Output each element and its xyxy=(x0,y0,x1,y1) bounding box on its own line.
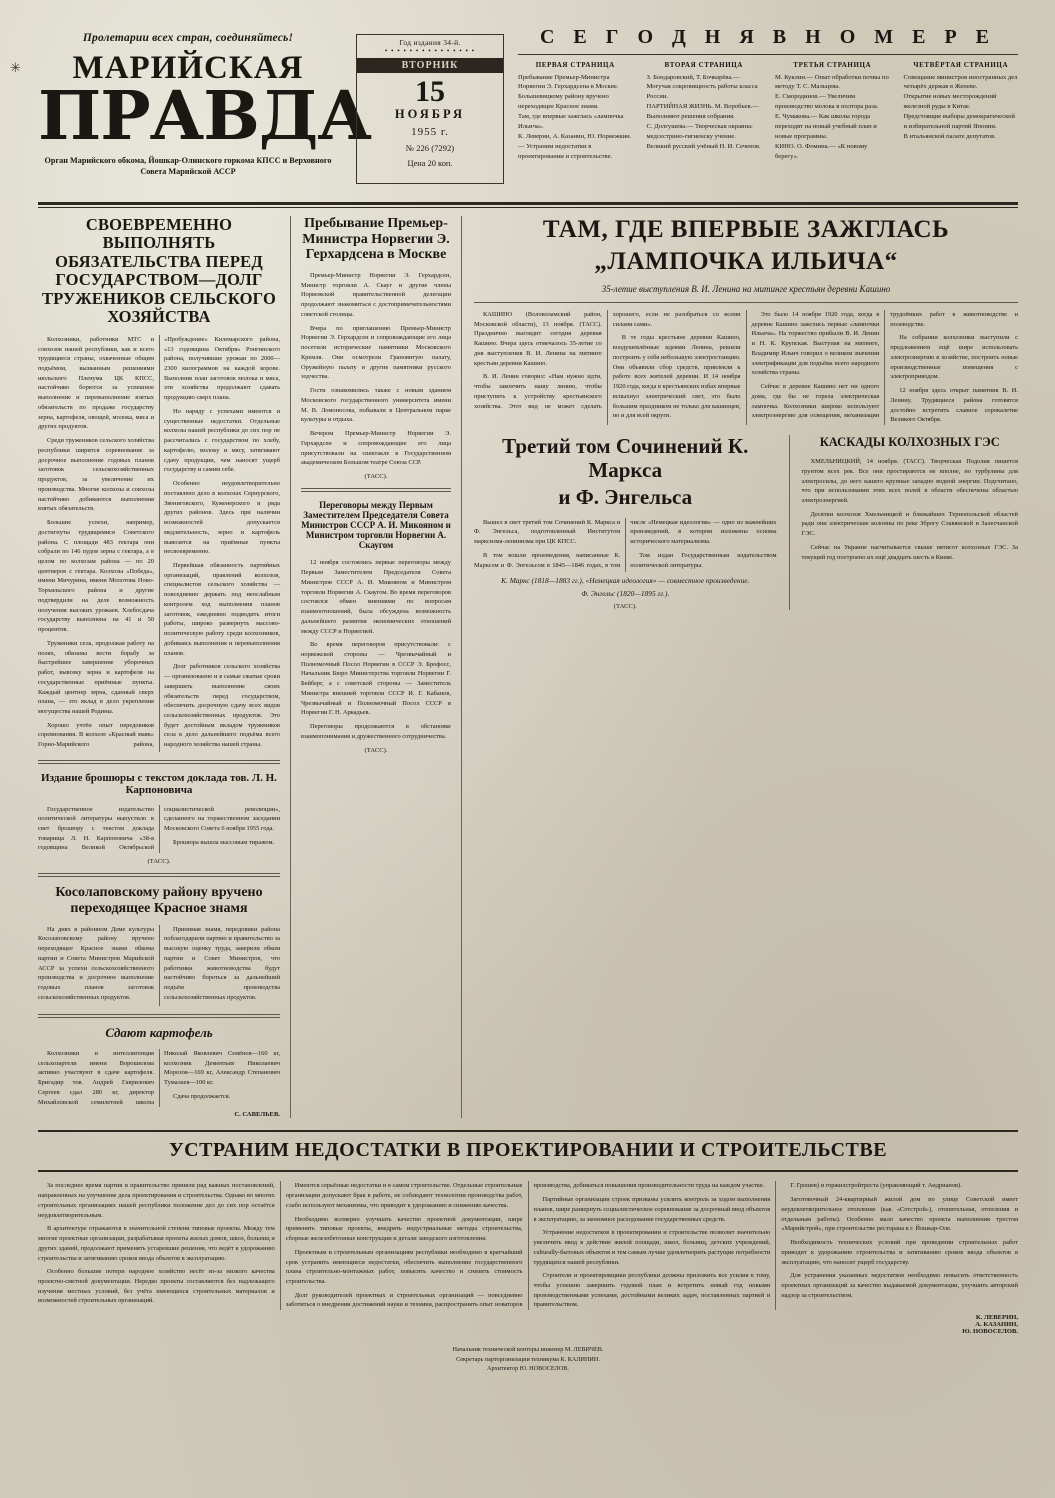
colophon-line: Начальник технической конторы инженер М. ЛЕВИЧЕВ. xyxy=(452,1346,604,1354)
signer: А. КАЗАНИН, xyxy=(975,1321,1018,1329)
paragraph: Необходимо всемерно улучшать качество проектной документации, шире применять типовые проекты, внедрять индустриальные методы строительства, сборные железобетонные конструкции и детали заводского изготовления. xyxy=(285,1215,523,1243)
paragraph: Особенно большие потери народное хозяйство несёт из-за низкого качества проектно-сметной документации. Нередко проекты составляются без надлежащего изучения местных условий, без учёта имеющихся строительных материалов и возможностей строительных организаций. xyxy=(38,1268,275,1305)
paragraph: 12 ноября состоялись первые переговоры между Первым Заместителем Председателя Совета Министров СССР А. И. Микояном и Министром торговли Норвегии А. Скаугом. Во время переговоров состоялся обмен мнениями по вопросам взаимоотношений, была обсуждена возможность дальнейшего развития экономических отношений между СССР и Норвегией. xyxy=(301,559,451,635)
today-item: К. Леверин, А. Казанин, Ю. Норвежкин.— Устраним недостатки в проектировании и строительстве. xyxy=(518,132,632,160)
paragraph: Том издан Государственным издательством политической литературы. xyxy=(630,551,777,569)
norway-visit-source: (ТАСС). xyxy=(364,472,388,480)
today-item: Е. Чумакова.— Как школы города переходят на новый учебный план и новые программы. xyxy=(775,113,877,140)
paragraph: В те годы крестьяне деревни Кашино, воодушевлённые идеями Ленина, решили построить у себя небольшую электростанцию. Они объявили сбор средств, привлекли к работе всех жителей деревни. И 14 ноября 1920 года, когда в крестьянских избах впервые вспыхнул электрический свет, это было большим праздником не только для кашинцев, но и для всей округи. xyxy=(612,334,741,420)
article-headline-potato: Сдают картофель xyxy=(105,1025,213,1041)
talks-source: (ТАСС). xyxy=(364,746,388,754)
today-in-issue xyxy=(518,26,1018,162)
today-item: Пребывание Премьер-Министра Норвегии Э. Герхардсена в Москве. xyxy=(518,73,619,91)
issue-day: 15 xyxy=(415,74,445,108)
paragraph: Особенно неудовлетворительно поставлено дело в колхозах Сернурского, Звениговского, Куженерского и ряда других районов. Здесь при наличии возможностей допускается медлительность, зерно и картофель вывозятся на приёмные пункты несвоевременно. xyxy=(164,480,280,556)
paragraph: В. И. Ленин говорил: «Нам нужно идти, чтобы закончить нашу линию, чтобы приступить к устройству крестьянского хозяйства. Этот вид не может сделать хорошего, если не разобраться со всеми силами сами». xyxy=(474,311,741,410)
masthead xyxy=(38,26,1018,194)
paragraph: Переговоры продолжаются в обстановке взаимопонимания и дружественного сотрудничества. xyxy=(301,723,451,740)
bottom-signers xyxy=(38,1314,1018,1335)
paragraph: Имеются серьёзные недостатки и в самом строительстве. Отдельные строительные организации допускают брак в работе, не соблюдают технологии производства работ, слабо используют механизмы, что приводит к удорожанию и снижению качества. xyxy=(285,1182,523,1209)
signer: Ю. НОВОСЕЛОВ. xyxy=(962,1328,1018,1336)
today-column-head: ВТОРАЯ СТРАНИЦА xyxy=(664,61,743,69)
paragraph: Десятки колхозов Хмельницкой и ближайших Тернопольской областей ради они электрические колонны по реке Зброгу Славянской и Залесчанской ГЭС. xyxy=(801,510,1018,538)
article-headline-hydro: КАСКАДЫ КОЛХОЗНЫХ ГЭС xyxy=(819,435,1000,450)
colophon xyxy=(38,1345,1018,1373)
today-columns xyxy=(518,60,1018,162)
divider-4 xyxy=(301,488,451,492)
slogan: Пролетарии всех стран, соединяйтесь! xyxy=(82,32,294,44)
bottom-banner-headline: УСТРАНИМ НЕДОСТАТКИ В ПРОЕКТИРОВАНИИ И СТРОИТЕЛЬСТВЕ xyxy=(38,1130,1018,1172)
today-item: ПАРТИЙНАЯ ЖИЗНЬ. М. Воробьев.— Выполняют решения собрания. xyxy=(646,103,759,121)
today-column-head: ЧЕТВЁРТАЯ СТРАНИЦА xyxy=(913,61,1009,69)
colophon-line: Секретарь парторганизации техникума К. КАЛИНИН. xyxy=(456,1355,600,1363)
paper-title-line1: МАРИЙСКАЯ xyxy=(72,50,304,86)
paragraph: Премьер-Министр Норвегии Э. Герхардсен, Министр торговли А. Скауг и другие члены Норвежской правительственной делегации продолжают знакомиться с достопримечательностями советской столицы. xyxy=(301,272,451,318)
today-item: Совещание министров иностранных дел четырёх держав в Женеве. xyxy=(903,73,1018,91)
article-body-marx xyxy=(474,518,777,573)
paragraph: КАШИНО (Волоколамский район, Московской области), 13 ноября. (ТАСС). Празднично выглядит сегодня деревня Кашино. Вчера здесь отмечалось 35-летие со дня выступления В. И. Ленина на митинге крестьян деревни Кашино. xyxy=(474,311,602,367)
article-body-brochure xyxy=(38,805,280,854)
paragraph: Брошюра вышла массовым тиражом. xyxy=(173,838,275,846)
masthead-title-block xyxy=(38,26,371,177)
masthead-rule-thin xyxy=(38,207,1018,208)
paragraph: Долг работников сельского хозяйства — организованно и в самые сжатые сроки завершить выполнение своих обязательств перед государством, обеспечить досрочную сдачу всех видов сельскохозяйственных продуктов. Это будет достойным вкладом тружеников села в дело дальнейшего подъёма всего народного хозяйства нашей страны. xyxy=(164,663,280,749)
paper-title-line2: ПРАВДА xyxy=(38,76,371,155)
paragraph: На днях в районном Доме культуры Косолаповскому району вручено переходящее Красное знамя обкома партии и Совета Министров Марийской АССР за успехи сельскохозяйственного производства и досрочное выполнение годовых планов заготовок сельскохозяйственных продуктов. xyxy=(38,925,154,1001)
paragraph: Проектным и строительным организациям республики необходимо в кратчайший срок устранить имеющиеся недостатки, обеспечить выполнение государственного плана строительно-монтажных работ, повысить качество и снизить стоимость строительства. xyxy=(285,1248,523,1285)
paragraph: Принимая знамя, передовики района поблагодарили партию и правительство за высокую оценку труда, заверили обком партии и Совет Министров, что работники животноводства будут настойчиво бороться за дальнейший подъём производства сельскохозяйственных продуктов. xyxy=(164,925,280,1001)
paragraph: Колхозники и интеллигенция сельхозартели имени Ворошилова активно участвуют в сдаче картофеля. Бригадир тов. Андрей Гаврилович Сергеев сдал 280 кг, директор Михайловской семилетней школы Николай Яковлевич Семёнов—160 кг, колхозник Дементьев Николаевич Морозов—169 кг, Александр Степанович Тумалаев—100 кг. xyxy=(38,1049,280,1106)
paragraph: Партийные организации строек призваны усилить контроль за ходом выполнения планов, шире развернуть социалистическое соревнование за досрочный ввод объектов в эксплуатацию, за экономное расходование государственных средств. xyxy=(533,1196,771,1223)
signer: К. ЛЕВЕРИН, xyxy=(975,1314,1018,1322)
article-headline-marx-l2: и Ф. Энгельса xyxy=(558,485,693,510)
article-headline-brochure: Издание брошюры с текстом доклада тов. Л. Н. Карпоновича xyxy=(41,771,277,797)
decorative-star: ✳ xyxy=(10,60,21,75)
paragraph: Во время переговоров присутствовали: с норвежской стороны — Чрезвычайный и Полномочный Посол Норвегии в СССР Э. Брофосс, Начальник Бюро Министерства торговли Норвегии Г. Бейберг, а с советской стороны — Заместитель Министра внешней торговли СССР И. Г. Кабанов, Чрезвычайный и Полномочный Посол СССР в Норвегии Г. Н. Аркадьев. xyxy=(301,641,451,717)
issue-info-box xyxy=(356,34,504,184)
issue-dots: • • • • • • • • • • • • • • • xyxy=(384,47,476,55)
paragraph: Вечером Премьер-Министр Норвегии Э. Герхардсен и сопровождающие его лица присутствовали на спектакле в Государственном академическом Большом театре Союза ССР. xyxy=(301,430,451,467)
paragraph: За последнее время партия и правительство приняли ряд важных постановлений, направленных на улучшение дела проектирования и строительства. Однако во многих строительных организациях нашей республики положение дел до сих пор остаётся неудовлетворительным. xyxy=(38,1182,275,1219)
article-headline-obligations: СВОЕВРЕМЕННО ВЫПОЛНЯТЬ ОБЯЗАТЕЛЬСТВА ПЕРЕД ГОСУДАРСТВОМ—ДОЛГ ТРУЖЕНИКОВ СЕЛЬСКОГО ХОЗЯЙСТВА xyxy=(41,215,276,327)
divider xyxy=(38,760,280,764)
today-column-head: ПЕРВАЯ СТРАНИЦА xyxy=(535,61,615,69)
paragraph: Труженики села, продолжая работу на полях, обязаны вести борьбу за быстрейшее завершение уборочных работ, вывозку зерна и картофеля на государственные приёмные пункты. Каждый центнер зерна, сданный сверх плана, — это вклад в дело укрепления могущества нашей Родины. xyxy=(38,639,154,715)
marx-note-1: К. Маркс (1818—1883 гг.), «Немецкая идеология» — совместное произведение. xyxy=(501,576,750,586)
paragraph: Это было 14 ноября 1920 года, когда в деревне Кашино зажглись первые «лампочки Ильича». На торжество прибыли В. И. Ленин и Н. К. Крупская. Выступая на митинге, Владимир Ильич говорил о великом значении электрификации для подъёма всего народного хозяйства страны. xyxy=(751,311,880,377)
today-column-head: ТРЕТЬЯ СТРАНИЦА xyxy=(793,61,872,69)
lenin-lamp-subhead: 35-летие выступления В. И. Ленина на митинге крестьян деревни Кашино xyxy=(601,284,891,294)
today-column xyxy=(518,60,633,162)
today-item: Великий русский учёный Н. И. Сеченов. xyxy=(646,142,761,150)
paragraph: В архитектуре отражаются в значительной степени типовые проекты. Между тем многие проектные организации, разрабатывая проекты жилых домов, школ, больниц и других зданий, продолжают применять устаревшие решения, что ведёт к удорожанию строительства и затягиванию сроков ввода объектов в эксплуатацию. xyxy=(38,1225,275,1262)
paragraph: Среди тружеников сельского хозяйства республики ширится соревнование за досрочное выполнение годовых планов заготовок сельскохозяйственных продуктов, за увеличение их производства. Многие колхозы и совхозы настойчиво добиваются выполнения взятых обязательств. xyxy=(38,437,154,513)
paragraph: 12 ноября здесь открыт памятник В. И. Ленину. Трудящиеся района готовятся достойно встретить славное сорокалетие Великого Октября. xyxy=(890,387,1018,424)
today-item: М. Куклин.— Опыт обработки почвы по методу Т. С. Мальцева. xyxy=(775,73,889,91)
today-item: Большевицкому району вручено переходящее Красное знамя. xyxy=(518,93,609,111)
paragraph: Гости ознакомились также с новым зданием Московского государственного университета имени М. В. Ломоносова, побывали в Центральном парке культуры и отдыха. xyxy=(301,387,451,424)
paragraph: Первейшая обязанность партийных организаций, правлений колхозов, специалистов сельского хозяйства — повседневно держать под неослабным контролем ход выполнения планов заготовок, ежедневно подводить итоги работы, широко развернуть массово-политическую работу среди колхозников, добиваясь выполнения и перевыполнения планов. xyxy=(164,561,280,657)
paragraph: ХМЕЛЬНИЦКИЙ, 14 ноября. (ТАСС). Творческая Подолия пишется грунтом всех рек. Все они простираются не вполне, но турбулины для электросилы, до него кашего крупные западно водной энергии. Подсчитано, что при использовании этих всех полей в области обеспечены областью электроэнергией. xyxy=(801,458,1018,505)
paragraph: На собрании колхозники выступили с предложением ещё шире использовать электроэнергию в хозяйстве, построить новые производственные помещения с электроприводом. xyxy=(890,334,1018,381)
article-body-norway-visit xyxy=(301,271,451,468)
article-body-redbanner xyxy=(38,925,280,1007)
paragraph: Сдача продолжается. xyxy=(173,1092,231,1100)
paragraph: Долг руководителей проектных и строительных организаций — повседневно заботиться о внедрении достижений науки и техники, распространять опыт новаторов производства, добиваться повышения производительности труда на каждом участке. xyxy=(285,1182,765,1309)
today-item: КИНО. О. Фомина.— «К новому берегу». xyxy=(775,142,868,160)
issue-month: НОЯБРЯ xyxy=(394,107,466,122)
today-item: Там, где впервые зажглась «лампочка Ильича». xyxy=(518,113,624,130)
potato-signature: С. САВЕЛЬЕВ. xyxy=(234,1111,280,1119)
paragraph: Устранение недостатков в проектировании и строительстве позволит значительно увеличить ввод в действие жилой площади, школ, больниц, детских учреждений, culturally-бытовых объектов и тем самым лучше удовлетворить растущие потребности трудящихся нашей республики. xyxy=(533,1229,771,1266)
today-column xyxy=(904,60,1019,162)
article-body-lenin-lamp xyxy=(474,310,1018,425)
today-item: Предстоящие выборы демократической и избирательной партий Японии. xyxy=(903,113,1015,130)
issue-year: 1955 г. xyxy=(411,126,449,139)
column-three xyxy=(462,216,1018,1118)
divider-2 xyxy=(38,873,280,877)
article-headline-talks: Переговоры между Первым Заместителем Председателя Совета Министров СССР А. И. Микояном и Министром торговли Норвегии А. Скаугом xyxy=(301,499,451,551)
paragraph: Заготовочный 24-квартирный жилой дом по улице Советской имеет неудовлетворительное отопление (как «Сотстрой»), отопительная, отопления и отдельным работы). Особенно мало качество проекта выполнения трестом «Марийстрой», при строительстве ресторана в г. Йошкар-Оле. xyxy=(781,1196,1018,1233)
colophon-line: Архитектор Ю. НОВОСЕЛОВ. xyxy=(487,1364,569,1372)
issue-year-label: Год издания 34-й. xyxy=(399,38,461,47)
issue-price: Цена 20 коп. xyxy=(407,159,453,169)
paragraph: Вчера по приглашению Премьер-Министр Норвегии Э. Герхардсен и сопровождающие его лица посетили исторические памятники Московского Кремля. Они осмотрели Грановитую палату, Оружейную палату и другие памятники русского зодчества. xyxy=(301,324,451,381)
today-column xyxy=(647,60,762,162)
divider-5 xyxy=(474,302,1018,303)
paragraph: Хорошо учтён опыт передовиков соревнования. В колхозе «Красный маяк» Горно-Марийского района, «Пробуждение» Килемарского района, «13 годовщина Октября» Ронгинского района, получившие урожаи по 2000—2300 килограммов на каждой корове. Выполнив план заготовок молока и мяса, эти хозяйства продолжают сдавать продукцию сверх плана. xyxy=(38,335,280,749)
main-columns xyxy=(38,216,1018,1118)
article-body-hydro xyxy=(802,457,1018,562)
marx-source: (ТАСС). xyxy=(613,603,637,611)
bottom-article-body xyxy=(38,1181,1018,1310)
paragraph: Строители и проектировщики республики должны приложить все усилия к тому, чтобы успешно завершить годовой план и встретить новый год новыми производственными успехами, достойными великих задач, поставленных партией и правительством. xyxy=(533,1272,771,1309)
article-headline-lenin-lamp-l2: „ЛАМПОЧКА ИЛЬИЧА“ xyxy=(594,248,898,275)
article-body-talks xyxy=(301,558,451,741)
paragraph: Сейчас на Украине насчитывается свыше пятисот колхозных ГЭС. За текущий год построено их ещё двадцать шесть в Киеве. xyxy=(801,543,1018,561)
paragraph: Необходимость технических условий при проведении строительных работ приводит к удорожанию строительства и затягиванию сроков ввода объектов в эксплуатацию, что наносит ущерб государству. xyxy=(781,1239,1018,1266)
paragraph: Вышел в свет третий том Сочинений К. Маркса и Ф. Энгельса, подготовленный Институтом марксизма-ленинизма при ЦК КПСС. xyxy=(474,518,621,546)
column-one xyxy=(38,216,291,1118)
paragraph: Но наряду с успехами имеются и существенные недостатки. Отдельные колхозы нашей республики до сих пор не рассчитались с государством по хлебу, картофелю, молоку и мясу, затягивают сдачу продукции, чем наносят ущерб государству и самим себе. xyxy=(164,407,280,474)
article-headline-norway-visit: Пребывание Премьер-Министра Норвегии Э. Герхардсена в Москве xyxy=(302,216,450,263)
article-headline-marx-l1: Третий том Сочинений К. Маркса xyxy=(502,434,749,482)
today-title: С Е Г О Д Н Я В Н О М Е Р Е xyxy=(518,26,1018,55)
article-body-obligations xyxy=(38,335,280,752)
brochure-source: (ТАСС). xyxy=(147,858,171,866)
article-body-potato xyxy=(38,1049,280,1107)
today-item: Е. Смородинов.— Увеличим производство молока в полтора раза. xyxy=(775,93,879,111)
paragraph: Сейчас в деревне Кашино нет ни одного дома, где бы не горела электрическая лампочка. Колхозники широко используют электроэнергию для освещения, механизации трудоёмких работ в животноводстве и полеводстве. xyxy=(751,311,1018,420)
today-item: С. Долгушева.— Творческая окраина: медсестрино-гигиенску учение. xyxy=(646,122,753,140)
masthead-rule-thick xyxy=(38,202,1018,205)
article-headline-redbanner: Косолаповскому району вручено переходящее Красное знамя xyxy=(55,885,263,916)
article-headline-lenin-lamp-l1: ТАМ, ГДЕ ВПЕРВЫЕ ЗАЖГЛАСЬ xyxy=(542,216,950,243)
column-two xyxy=(291,216,462,1118)
today-item: З. Бондаровский, Т. Бочкарёва.— Могучая сокровищность работы класса России. xyxy=(646,73,758,101)
paragraph: Для устранения указанных недостатков необходимо повысить ответственность проектных организаций за качество выдаваемой документации, улучшить авторский надзор за строительством. xyxy=(781,1272,1018,1299)
issue-number: № 226 (7292) xyxy=(405,143,455,154)
paragraph: В том вошли произведения, написанные К. Марксом и Ф. Энгельсом в 1845—1846 годах, в том числе «Немецкая идеология» — одно из важнейших произведений, в котором изложены основы исторического материализма. xyxy=(474,518,777,569)
paragraph: Государственное издательство политической литературы выпустило в свет брошюру с текстом доклада товарища Л. Н. Карпоновича «38-я годовщина Великой Октябрьской социалистической революции», сделанного на торжественном заседании Московского Совета 6 ноября 1955 года. xyxy=(38,805,280,852)
publisher-line: Орган Марийского обкома, Йошкар-Олинского горкома КПСС и Верховного Совета Марийской АССР xyxy=(44,155,332,176)
paragraph: Большие успехи, например, достигнуты трудящимися Советского района. С площади 483 гектара они собрали по 146 пудов зерна с гектара, а в целом по колхозам района — по 20 центнеров с гектара. Колхозы «Победа», имени Мичурина, имени Молотова Ново-Торъяльского района и другие подтвердили на деле возможность получения высоких урожаев. Хлебосдача государству выполнена на 41 и 50 процентов. xyxy=(38,519,154,634)
today-column xyxy=(775,60,890,162)
paragraph: Колхозники, работники МТС и совхозов нашей республики, как и всего трудящиеся страны, охваченные общим подъёмом, вызванным решениями июльского Пленума ЦК КПСС, настойчиво борются за успешное выполнение и перевыполнение взятых обязательств по продаже государству зерна, картофеля, овощей, молока, мяса и других продуктов. xyxy=(38,335,154,431)
paragraph: Г. Грошев) и горжилстройтреста (управляющий т. Андрианов). xyxy=(790,1182,962,1190)
today-item: Открытие новых месторождений железной руды в Китае. xyxy=(903,93,997,111)
divider-3 xyxy=(38,1014,280,1018)
issue-dayname: ВТОРНИК xyxy=(357,58,503,73)
marx-note-2: Ф. Энгельс (1820—1895 гг.). xyxy=(581,589,670,599)
today-item: В итальянской палате депутатов. xyxy=(903,132,996,140)
